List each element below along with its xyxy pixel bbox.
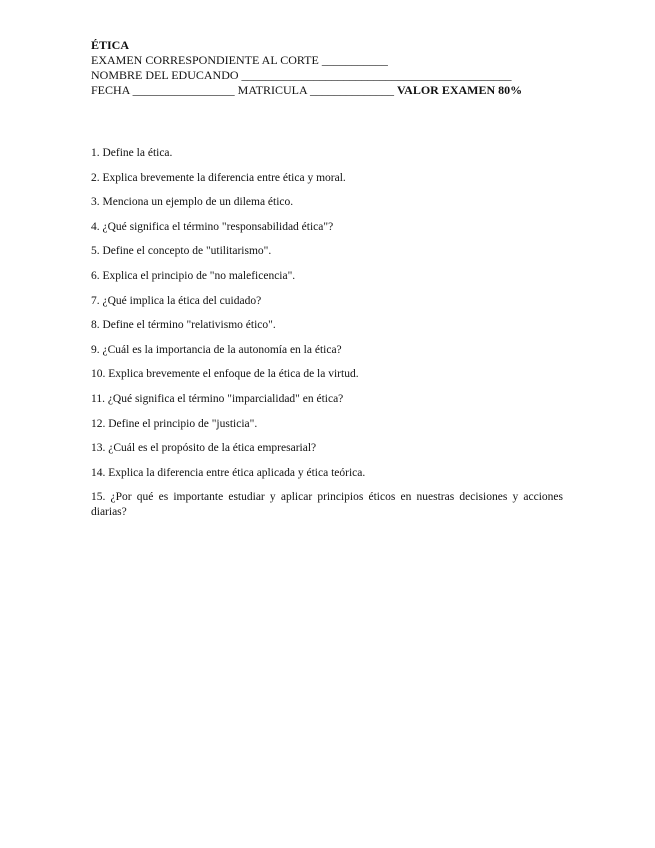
question-item: 3. Menciona un ejemplo de un dilema ético. bbox=[91, 196, 294, 209]
date-enrollment-line bbox=[91, 83, 571, 98]
question-item: 7. ¿Qué implica la ética del cuidado? bbox=[91, 294, 262, 307]
question-list bbox=[91, 146, 563, 530]
date-enrollment-text: FECHA _________________ MATRICULA ______________ bbox=[91, 83, 395, 97]
question-item: 10. Explica brevemente el enfoque de la ética de la virtud. bbox=[91, 368, 359, 381]
question-item: 15. ¿Por qué es importante estudiar y aplicar principios éticos en nuestras decisiones y acciones diarias? bbox=[91, 491, 563, 519]
question-item: 2. Explica brevemente la diferencia entre ética y moral. bbox=[91, 171, 346, 184]
exam-cut-line: EXAMEN CORRESPONDIENTE AL CORTE ___________ bbox=[91, 53, 388, 67]
question-item: 9. ¿Cuál es la importancia de la autonomía en la ética? bbox=[91, 343, 342, 356]
question-item: 14. Explica la diferencia entre ética aplicada y ética teórica. bbox=[91, 466, 366, 479]
document-title: ÉTICA bbox=[91, 38, 130, 52]
question-item: 6. Explica el principio de "no maleficencia". bbox=[91, 269, 296, 282]
exam-value-text: VALOR EXAMEN 80% bbox=[397, 83, 523, 97]
question-item: 13. ¿Cuál es el propósito de la ética empresarial? bbox=[91, 442, 317, 455]
question-item: 8. Define el término "relativismo ético". bbox=[91, 319, 276, 332]
question-item: 11. ¿Qué significa el término "imparcialidad" en ética? bbox=[91, 392, 344, 405]
question-item: 1. Define la ética. bbox=[91, 147, 173, 159]
student-name-line: NOMBRE DEL EDUCANDO _____________________________________________ bbox=[91, 68, 512, 82]
question-item: 4. ¿Qué significa el término "responsabilidad ética"? bbox=[91, 220, 334, 233]
exam-header bbox=[91, 38, 571, 98]
question-item: 12. Define el principio de "justicia". bbox=[91, 417, 258, 430]
question-item: 5. Define el concepto de "utilitarismo". bbox=[91, 245, 272, 258]
